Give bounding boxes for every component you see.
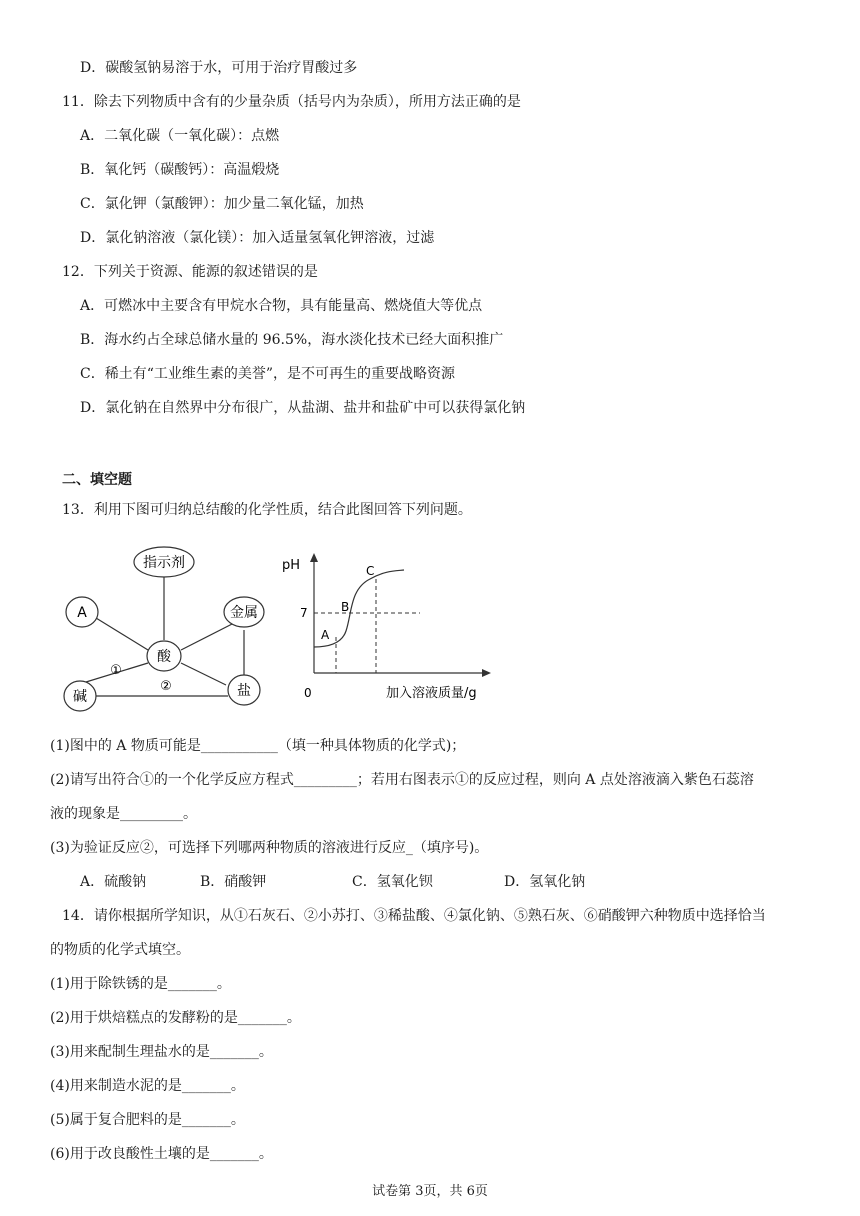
point-c-label: C xyxy=(366,564,375,578)
q14-sub4: (4)用来制造水泥的是_______。 xyxy=(50,1078,245,1094)
q14-stem-line1: 14．请你根据所学知识，从①石灰石、②小苏打、③稀盐酸、④氯化钠、⑤熟石灰、⑥硝酸钾六种物质中选择恰当 xyxy=(62,908,766,924)
q11-option-c: C．氯化钾（氯酸钾）：加少量二氧化锰，加热 xyxy=(80,196,364,212)
q11-option-d: D．氯化钠溶液（氯化镁）：加入适量氢氧化钾溶液，过滤 xyxy=(80,230,435,246)
q11-option-b: B．氧化钙（碳酸钙）：高温煅烧 xyxy=(80,162,280,178)
q12-option-c: C．稀土有“工业维生素的美誉”，是不可再生的重要战略资源 xyxy=(80,366,456,382)
page-footer: 试卷第 3页，共 6页 xyxy=(372,1184,488,1199)
q14-sub1: (1)用于除铁锈的是_______。 xyxy=(50,976,231,992)
q14-sub3: (3)用来配制生理盐水的是_______。 xyxy=(50,1044,273,1060)
q13-option-b: B．硝酸钾 xyxy=(200,874,267,890)
node-a-label: A xyxy=(77,605,87,621)
q12-option-b: B．海水约占全球总储水量的 96.5%，海水淡化技术已经大面积推广 xyxy=(80,332,504,348)
q10-option-d: D．碳酸氢钠易溶于水，可用于治疗胃酸过多 xyxy=(80,60,358,76)
ph-graph xyxy=(280,545,500,705)
q13-sub1: (1)图中的 A 物质可能是___________（填一种具体物质的化学式)； xyxy=(50,738,466,754)
q11-stem: 11．除去下列物质中含有的少量杂质（括号内为杂质），所用方法正确的是 xyxy=(62,94,521,110)
acid-properties-diagram xyxy=(56,540,276,716)
node-base-label: 碱 xyxy=(73,689,87,705)
node-acid-label: 酸 xyxy=(157,649,171,665)
q13-option-c: C．氢氧化钡 xyxy=(352,874,433,890)
q14-sub6: (6)用于改良酸性土壤的是_______。 xyxy=(50,1146,273,1162)
x-axis-label: 加入溶液质量/g xyxy=(386,686,477,701)
origin-label: 0 xyxy=(304,686,312,700)
edge-label-2: ② xyxy=(160,679,172,694)
node-indicator-label: 指示剂 xyxy=(143,555,185,571)
point-b-label: B xyxy=(341,600,350,614)
y-axis-label: pH xyxy=(282,558,301,573)
q14-stem-line2: 的物质的化学式填空。 xyxy=(50,942,190,958)
section-title: 二、填空题 xyxy=(62,472,132,488)
point-a-label: A xyxy=(321,628,330,642)
q13-sub3: (3)为验证反应②，可选择下列哪两种物质的溶液进行反应_（填序号)。 xyxy=(50,840,489,856)
node-metal-label: 金属 xyxy=(230,605,258,621)
q13-sub2-line2: 液的现象是_________。 xyxy=(50,806,197,822)
q12-option-d: D．氯化钠在自然界中分布很广，从盐湖、盐井和盐矿中可以获得氯化钠 xyxy=(80,400,526,416)
q12-stem: 12．下列关于资源、能源的叙述错误的是 xyxy=(62,264,318,280)
q13-option-d: D．氢氧化钠 xyxy=(504,874,586,890)
q13-sub2-line1: (2)请写出符合①的一个化学反应方程式_________；若用右图表示①的反应过程，则向 A 点处溶液滴入紫色石蕊溶 xyxy=(50,772,754,788)
q14-sub2: (2)用于烘焙糕点的发酵粉的是_______。 xyxy=(50,1010,301,1026)
q13-option-a: A．硫酸钠 xyxy=(80,874,147,890)
q12-option-a: A．可燃冰中主要含有甲烷水合物，具有能量高、燃烧值大等优点 xyxy=(80,298,483,314)
q13-stem: 13．利用下图可归纳总结酸的化学性质，结合此图回答下列问题。 xyxy=(62,502,472,518)
node-salt-label: 盐 xyxy=(237,683,251,699)
q14-sub5: (5)属于复合肥料的是_______。 xyxy=(50,1112,245,1128)
q11-option-a: A．二氧化碳（一氧化碳）：点燃 xyxy=(80,128,280,144)
edge-label-1: ① xyxy=(110,663,122,678)
tick-7: 7 xyxy=(300,606,308,620)
